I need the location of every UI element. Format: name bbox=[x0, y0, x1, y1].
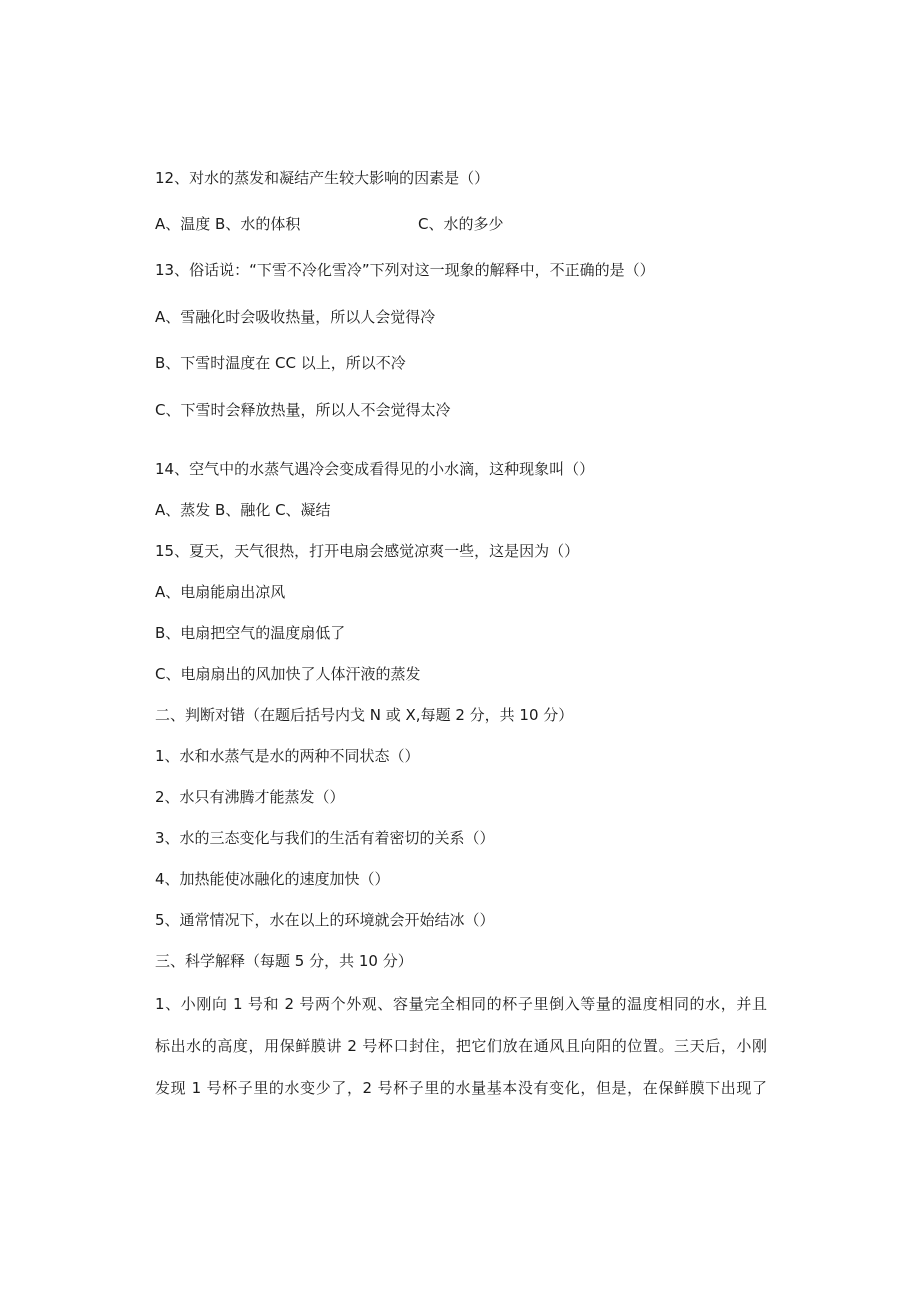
explanation-paragraph-line-2: 标出水的高度，用保鲜膜讲 2 号杯口封住，把它们放在通风且向阳的位置。三天后，小刚 bbox=[155, 1037, 767, 1055]
question-15-option-b: B、电扇把空气的温度扇低了 bbox=[155, 624, 346, 642]
question-12-stem: 12、对水的蒸发和凝结产生较大影响的因素是（） bbox=[155, 169, 490, 187]
judgement-item-2: 2、水只有沸腾才能蒸发（） bbox=[155, 788, 345, 806]
section-2-heading: 二、判断对错（在题后括号内戈 N 或 X,每题 2 分，共 10 分） bbox=[155, 706, 574, 724]
judgement-item-4: 4、加热能使冰融化的速度加快（） bbox=[155, 870, 390, 888]
question-13-stem: 13、俗话说：“下雪不冷化雪冷”下列对这一现象的解释中，不正确的是（） bbox=[155, 261, 655, 279]
judgement-item-1: 1、水和水蒸气是水的两种不同状态（） bbox=[155, 747, 420, 765]
judgement-item-5: 5、通常情况下，水在以上的环境就会开始结冰（） bbox=[155, 911, 495, 929]
section-3-heading: 三、科学解释（每题 5 分，共 10 分） bbox=[155, 952, 413, 970]
explanation-paragraph-line-3: 发现 1 号杯子里的水变少了，2 号杯子里的水量基本没有变化，但是，在保鲜膜下出现了 bbox=[155, 1079, 767, 1097]
question-15-stem: 15、夏天，天气很热，打开电扇会感觉凉爽一些，这是因为（） bbox=[155, 542, 580, 560]
question-13-option-b: B、下雪时温度在 CC 以上，所以不冷 bbox=[155, 354, 406, 372]
question-12-option-c: C、水的多少 bbox=[418, 215, 504, 233]
question-14-options: A、蒸发 B、融化 C、凝结 bbox=[155, 501, 331, 519]
question-13-option-a: A、雪融化时会吸收热量，所以人会觉得冷 bbox=[155, 308, 436, 326]
question-13-option-c: C、下雪时会释放热量，所以人不会觉得太冷 bbox=[155, 401, 451, 419]
question-12-options-ab: A、温度 B、水的体积 bbox=[155, 215, 301, 233]
judgement-item-3: 3、水的三态变化与我们的生活有着密切的关系（） bbox=[155, 829, 495, 847]
explanation-paragraph-line-1: 1、小刚向 1 号和 2 号两个外观、容量完全相同的杯子里倒入等量的温度相同的水，并且 bbox=[155, 995, 767, 1013]
question-15-option-c: C、电扇扇出的风加快了人体汗液的蒸发 bbox=[155, 665, 421, 683]
question-14-stem: 14、空气中的水蒸气遇冷会变成看得见的小水滴，这种现象叫（） bbox=[155, 460, 595, 478]
question-15-option-a: A、电扇能扇出凉风 bbox=[155, 583, 286, 601]
